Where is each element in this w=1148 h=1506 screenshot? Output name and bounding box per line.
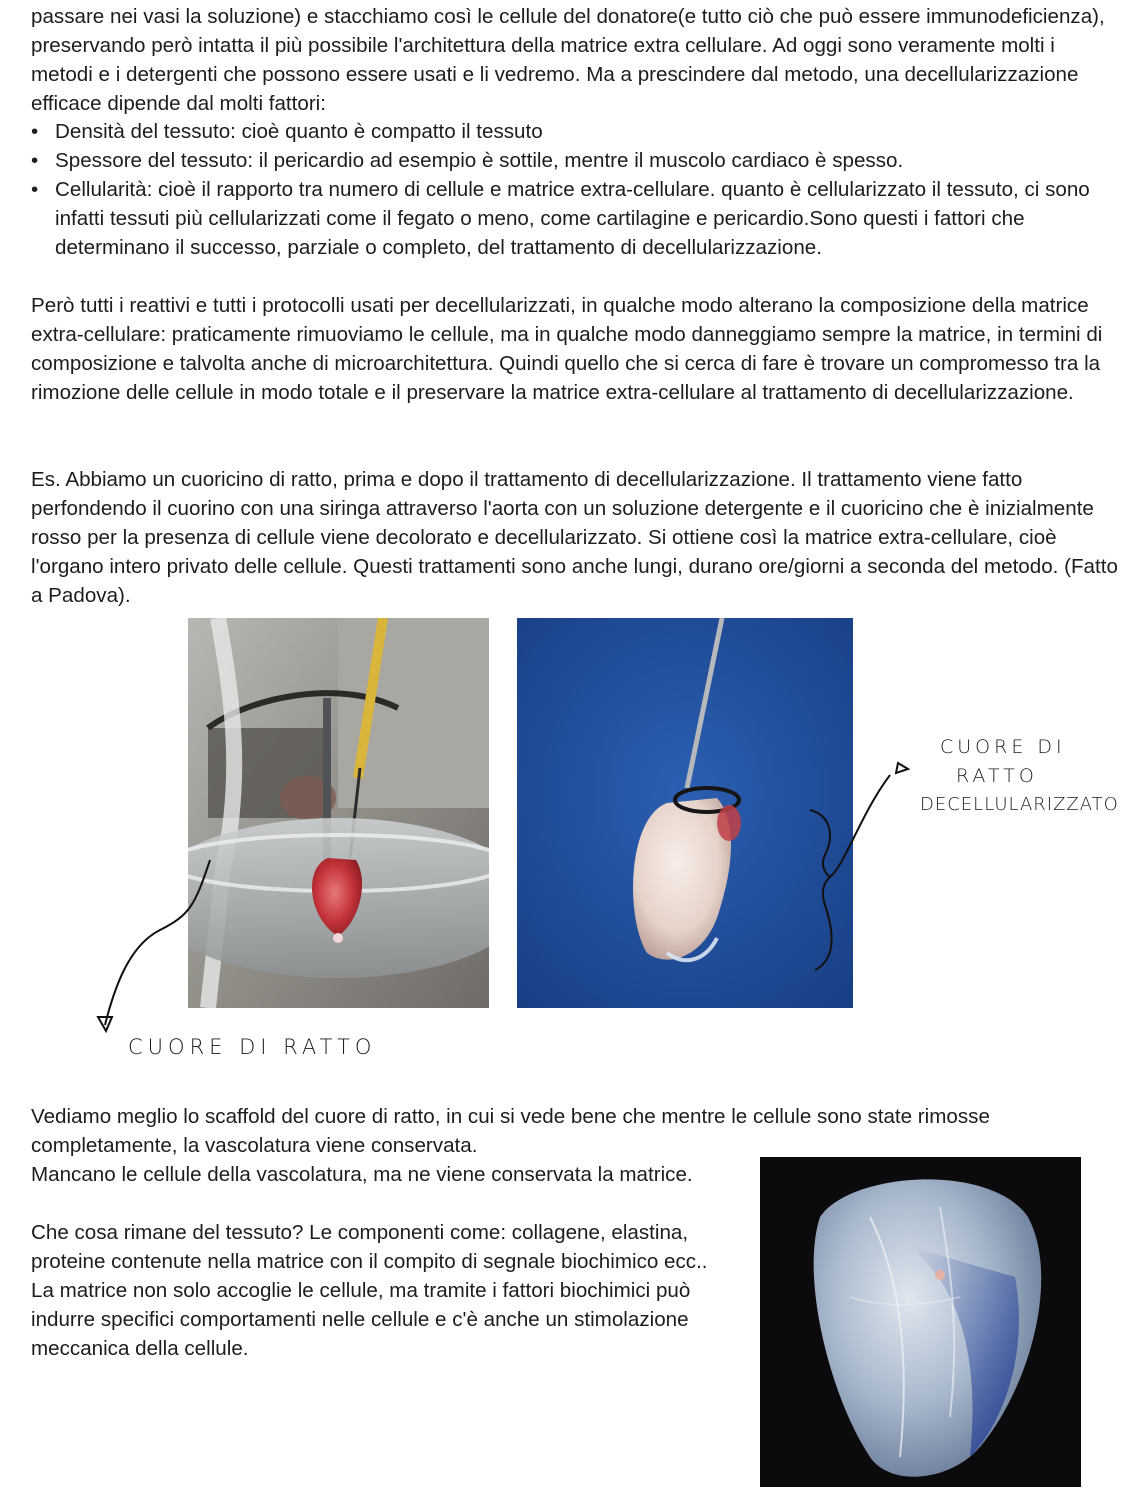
remains-paragraph: Che cosa rimane del tessuto? Le componenti come: collagene, elastina, proteine contenute nella matrice con il compito di segnale biochimico ecc.. La matrice non solo accoglie le cellule, ma tramite i fattori biochimici può indurre specifici comportamenti nelle cellule e c'è anche un stimolazione meccanica della cellule. — [31, 1221, 708, 1360]
annotation-native: CUORE DI RATTO — [128, 1035, 377, 1059]
example-paragraph: Es. Abbiamo un cuoricino di ratto, prima e dopo il trattamento di decellularizzazione. Il trattamento viene fatto perfondendo il cuorino con una siringa attraverso l'aorta con un soluzione detergente e il cuoricino che è inizialmente rosso per la presenza di cellule viene decolorato e decellularizzato. Si ottiene così la matrice extra-cellulare, cioè l'organo intero privato delle cellule. Questi trattamenti sono anche lungi, durano ore/giorni a seconda del metodo. (Fatto a Padova). — [31, 468, 1118, 607]
annotation-decell-line3: DECELLULARIZZATO — [920, 794, 1119, 815]
factor-list — [31, 117, 1121, 262]
bullet-thickness: • Spessore del tessuto: il pericardio ad esempio è sottile, mentre il muscolo cardiaco è spesso. — [31, 146, 1121, 175]
reagents-paragraph: Però tutti i reattivi e tutti i protocolli usati per decellularizzati, in qualche modo alterano la composizione della matrice extra-cellulare: praticamente rimuoviamo le cellule, ma in qualche modo danneggiamo sempre la matrice, in termini di composizione e talvolta anche di microarchitettura. Quindi quello che si cerca di fare è trovare un compromesso tra la rimozione delle cellule in modo totale e il preservare la matrice extra-cellulare al trattamento di decellularizzazione. — [31, 294, 1103, 404]
native-heart-photo — [188, 618, 489, 1008]
bullet-cellularity: • Cellularità: cioè il rapporto tra numero di cellule e matrice extra-cellulare. quanto è cellularizzato il tessuto, ci sono infatti tessuti più cellularizzati come il fegato o meno, come cartilagine e pericardio.Sono questi i fattori che determinano il successo, parziale o completo, del trattamento di decellularizzazione. — [31, 175, 1121, 262]
intro-paragraph: passare nei vasi la soluzione) e stacchiamo così le cellule del donatore(e tutto ciò che può essere immunodeficienza), preservando però intatta il più possibile l'architettura della matrice extra cellulare. Ad oggi sono veramente molti i metodi e i detergenti che possono essere usati e li vedremo. Ma a prescindere dal metodo, una decellularizzazione efficace dipende dal molti fattori: — [31, 5, 1105, 115]
handwritten-arrow — [90, 855, 230, 1040]
annotation-decell-line1: CUORE DI — [940, 736, 1066, 758]
scaffold-paragraph: Vediamo meglio lo scaffold del cuore di ratto, in cui si vede bene che mentre le cellule sono state rimosse completamente, la vascolatura viene conservata. — [31, 1105, 990, 1157]
bullet-density: • Densità del tessuto: cioè quanto è compatto il tessuto — [31, 117, 1121, 146]
missing-cells-paragraph: Mancano le cellule della vascolatura, ma ne viene conservata la matrice. — [31, 1163, 693, 1186]
heart-scaffold-photo — [760, 1157, 1081, 1487]
annotation-decell-line2: RATTO — [956, 765, 1038, 787]
handwritten-brace — [800, 755, 920, 995]
